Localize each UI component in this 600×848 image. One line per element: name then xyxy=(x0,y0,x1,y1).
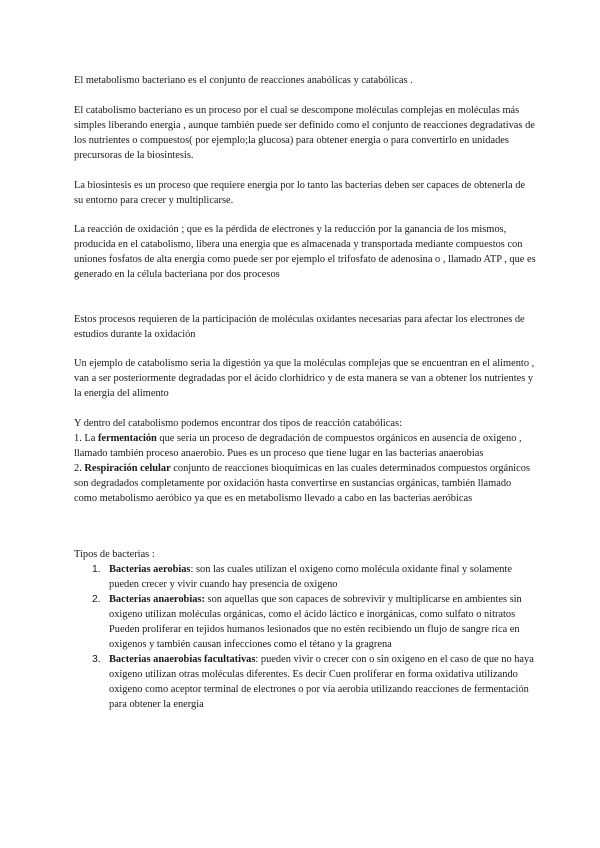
bacteria-term-facultativas: Bacterias anaerobias facultativas xyxy=(109,654,256,665)
bacteria-term-aerobias: Bacterias aerobias xyxy=(109,564,191,575)
paragraph-ejemplo-digestion: Un ejemplo de catabolismo seria la digestión ya que la moléculas complejas que se encuentran en el alimento , van a ser posteriormente degradadas por el ácido clorhidrico y de esta manera se van a obtener los nutrientes y la energia del alimento xyxy=(74,358,535,399)
list-item xyxy=(74,652,536,712)
list-item-number: 1. xyxy=(92,564,101,575)
bacteria-term-anaerobias: Bacterias anaerobias: xyxy=(109,594,205,605)
paragraph-tipos-reaccion xyxy=(74,416,536,506)
reaccion-text-fermentacion: que seria un proceso de degradación de compuestos orgánicos en ausencia de oxigeno , llamado también proceso anaerobio. Pues es un proceso que tiene lugar en las bacterias anaerobias xyxy=(74,433,522,459)
tipos-bacterias-heading: Tipos de bacterias : xyxy=(74,549,155,560)
bacteria-text-aerobias: : son las cuales utilizan el oxigeno como molécula oxidante final y solamente pueden crecer y vivir cuando hay presencia de oxigeno xyxy=(109,564,512,590)
tipos-reaccion-intro: Y dentro del catabolismo podemos encontrar dos tipos de reacción catabólicas: xyxy=(74,418,402,429)
reaccion-item-fermentacion xyxy=(74,431,536,461)
paragraph-oxidacion: La reacción de oxidación ; que es la pérdida de electrones y la reducción por la ganancia de los mismos, producida en el catabolismo, libera una energia que es almacenada y transportada mediante compuestos con uniones fosfatos de alta energia como puede ser por ejemplo el trifosfato de adenosina o , llamado ATP , que es generado en la célula bacteriana por dos procesos xyxy=(74,224,536,280)
tipos-bacterias-list xyxy=(74,562,536,712)
reaccion-text-respiracion: conjunto de reacciones bioquimicas en las cuales determinados compuestos orgánicos son degradados completamente por oxidación hasta convertirse en sustancias orgánicas, también llamado como metabolismo aeróbico ya que es en metabolismo llevado a cabo en las bacterias aeróbicas xyxy=(74,463,531,504)
reaccion-item-number: 1. La xyxy=(74,433,98,444)
reaccion-term-fermentacion: fermentación xyxy=(97,433,157,444)
reaccion-term-respiracion: Respiración celular xyxy=(84,463,171,474)
paragraph-procesos: Estos procesos requieren de la participación de moléculas oxidantes necesarias para afectar los electrones de estudios durante la oxidación xyxy=(74,314,525,340)
list-item xyxy=(74,562,536,592)
paragraph-catabolismo: El catabolismo bacteriano es un proceso por el cual se descompone moléculas complejas en moléculas más simples liberando energia , aunque también puede ser definido como el conjunto de reacciones degradativas de los nutrientes o compuestos( por ejemplo;la glucosa) para obtener energia o para convertirlo en unidades precursoras de la biosintesis. xyxy=(74,105,535,161)
reaccion-item-respiracion xyxy=(74,461,536,506)
list-item-number: 2. xyxy=(92,594,101,605)
reaccion-item-number: 2. xyxy=(74,463,85,474)
list-item-number: 3. xyxy=(92,654,101,665)
paragraph-biosintesis: La biosintesis es un proceso que requiere energia por lo tanto las bacterias deben ser capaces de obtenerla de su entorno para crecer y multiplicarse. xyxy=(74,180,526,206)
bacteria-extra-anaerobias: Pueden proliferar en tejidos humanos lesionados que no estén recibiendo un flujo de sangre rica en oxigenos y también causan infecciones como el tétano y la gragrena xyxy=(109,624,520,650)
list-item xyxy=(74,592,536,652)
bacteria-text-facultativas: : pueden vivir o crecer con o sin oxigeno en el caso de que no haya oxigeno utilizan otras moléculas diferentes. Es decir Cuen proliferar en forma oxidativa utilizando oxigeno como aceptor terminal de electrones o por vía aerobia utilizando reacciones de fermentación para obtener la energia xyxy=(109,654,534,710)
paragraph-metabolismo: El metabolismo bacteriano es el conjunto de reacciones anabólicas y catabólicas . xyxy=(74,75,413,86)
bacteria-text-anaerobias: son aquellas que son capaces de sobrevivir y multiplicarse en ambientes sin oxigeno utilizan moléculas orgánicas, como el ácido láctico e inorgánicas, como sulfato o nitratos xyxy=(109,594,522,620)
